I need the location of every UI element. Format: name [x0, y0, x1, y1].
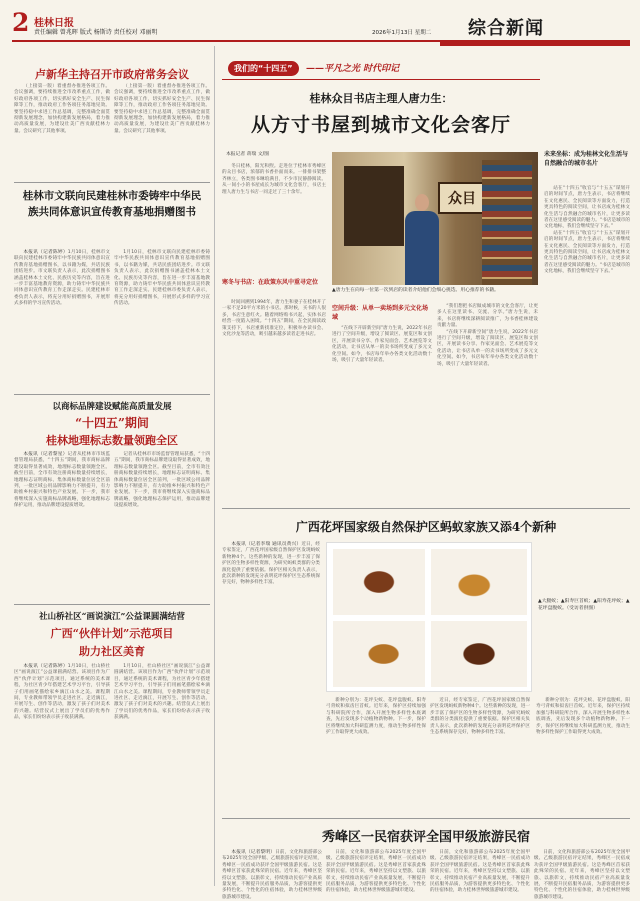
art5-sub2: 空间升级：从单一卖场到多元文化场域 [332, 305, 429, 321]
art5-title: 从方寸书屋到城市文化会客厅 [250, 114, 511, 136]
ant-photo [333, 621, 425, 687]
art5-body2: 时间回溯到1994年，唐力生和妻子在桂林开了一家不足20平方米的小书店。那时候，买书的人很多，书店生意红火。随着网络购书兴起，实体书店经营一度陷入困境。“十四五”期间，在全民阅读政策支持下，书店重新找准定位，积极举办读书会、文化沙龙等活动，吸引越来越多读者走进书店。 [222, 300, 326, 338]
ant-photo [333, 549, 425, 615]
header-rule [12, 40, 454, 42]
photo-caption: ▲唐力生在向每一位第一次到店的读者介绍他们会细心挑选、用心推荐的书籍。 [332, 288, 499, 293]
ant-photo [431, 549, 527, 615]
art4-body-col2: 1月10日，社山桥社区“画说演江”公益课圆满结营。该项目作为广西“伙伴计划”示范项目，通过系统的美术课程，为社区青少年搭建艺术学习平台，引导孩子们用画笔描绘家乡漓江山水之美。课程期间，专业教师带领学员走进社区、走近漓江，开展写生、创作等活动，激发了孩子们对美术的兴趣。结营仪式上展出了学员们的优秀作品，家长们纷纷表示孩子收获满满。 [114, 664, 210, 721]
art5-side-title: 未来坐标：成为桂林文化生活与自然融合的城市名片 [544, 151, 629, 167]
art6-body3: 新种分别为：花坪尖蚁、花坪盘腹蚁、阳寿弓背蚁和拟齿巨首蚁。近年来，保护区持续加强与科研院所合作，深入开展生物多样性本底调查，先后发现多个动植物新物种。下一步，保护区将继续加大科研监测力度，推动生物多样性保护工作取得更大成效。 [536, 698, 630, 736]
art6-body2-col: 近日，经专家鉴定，广西花坪国家级自然保护区发现蚂蚁新物种4个。这些新种的发现，进一步丰富了保护区的生物多样性资源，为研究蚂蚁类群的分类演化提供了重要依据。保护区相关负责人表示，此次新种的发现充分表明花坪保护区生态系统保存完好，物种多样性丰富。 [430, 698, 530, 736]
art5-body3: “在线下开辟新空间”唐力生说，2022年书店进行了空间升级，增设了阅读区、展览区和文创区，开展读书分享、作家见面会、艺术展览等文化活动，让书店从单一的卖书场所变成了多元文化空间。如今，书店每年举办各类文化活动数十场，吸引了大量年轻读者。 [332, 326, 432, 364]
issue-date: 2026年1月13日 星期二 [372, 30, 432, 36]
divider [14, 604, 210, 605]
divider [222, 818, 630, 819]
art3-kicker: 以商标品牌建设赋能高质量发展 [52, 402, 172, 412]
art3-title2: 桂林地理标志数量领跑全区 [46, 434, 178, 447]
art7-body-col2: 日前，文化和旅游部公布2025年度全国甲级、乙级旅游民宿评定结果，秀峰区一民宿成功获评全国甲级旅游民宿。这是秀峰区首家获此殊荣的民宿。近年来，秀峰区坚持以文塑旅、以旅彰文，持续推动民宿产业高质量发展，不断提升民宿服务品质，为游客提供更多特色化、个性化的住宿体验，助力桂林世界级旅游城市建设。 [326, 850, 426, 894]
banner-subtitle: ——平凡之光 时代印记 [306, 64, 400, 74]
divider [222, 508, 630, 509]
art6-body2: 新种分别为：花坪尖蚁、花坪盘腹蚁、阳寿弓背蚁和拟齿巨首蚁。近年来，保护区持续加强与科研院所合作，深入开展生物多样性本底调查，先后发现多个动植物新物种。下一步，保护区将继续加大科研监测力度，推动生物多样性保护工作取得更大成效。 [326, 698, 426, 736]
shop-sign: 众目 [438, 182, 486, 214]
art6-body: 本报讯（记者李瑞 通讯员黄兴）近日，经专家鉴定，广西花坪国家级自然保护区发现蚂蚁新物种4个。这些新种的发现，进一步丰富了保护区的生物多样性资源，为研究蚂蚁类群的分类演化提供了重要依据。保护区相关负责人表示，此次新种的发现充分表明花坪保护区生态系统保存完好，物种多样性丰富。 [222, 542, 320, 586]
art3-title1: “十四五”期间 [75, 416, 149, 430]
art3-body-col2: 记者从桂林市市场监督管理局获悉，“十四五”期间，我市商标品牌建设取得显著成效，地理标志数量领跑全区。截至目前，全市有效注册商标数量持续增长，地理标志证明商标、集体商标数量位居全区前列，一批区域公用品牌影响力不断提升，有力助推乡村振兴和特色产业发展。下一步，我市将继续深入实施商标品牌战略，强化地理标志保护运用，推动品牌建设提质增效。 [114, 452, 210, 509]
art6-title: 广西花坪国家级自然保护区蚂蚁家族又添4个新种 [295, 520, 557, 534]
art4-title3: 助力社区美育 [79, 645, 145, 658]
page-header [12, 10, 632, 38]
art5-sub1: 寒冬与书店：在政策东风中重寻定位 [222, 279, 319, 286]
editor-line: 责任编辑 曾兆晖 版式 杨斯诗 责任校对 邓丽明 [34, 29, 158, 36]
feature-photo [332, 152, 538, 285]
art5-byline: 本报记者 蒋瑞 文/图 [226, 152, 270, 157]
art7-body-col3: 日前，文化和旅游部公布2025年度全国甲级、乙级旅游民宿评定结果，秀峰区一民宿成功获评全国甲级旅游民宿。这是秀峰区首家获此殊荣的民宿。近年来，秀峰区坚持以文塑旅、以旅彰文，持续推动民宿产业高质量发展，不断提升民宿服务品质，为游客提供更多特色化、个性化的住宿体验，助力桂林世界级旅游城市建设。 [430, 850, 530, 894]
newspaper-name: 桂林日报 [34, 18, 74, 29]
art5-subtitle: 桂林众目书店主理人唐力生： [309, 92, 453, 105]
section-title: 综合新闻 [468, 18, 544, 39]
series-banner [222, 58, 540, 80]
art1-title: 卢新华主持召开市政府常务会议 [35, 68, 189, 81]
divider [14, 394, 210, 395]
art5-side-body: 站在“十四五”收官与“十五五”谋划开启的时间节点，唐力生表示，书店将继续在文化惠民、全民阅读等方面发力，打造更具特色的阅读空间，让书店成为桂林文化生活与自然融合的城市名片，让更多读者在这里感受阅读的魅力。“书店是城市的文化地标，我们会继续坚守下去。” 站在“十四五”收官与“十五五”谋划开启的时间节点，唐力生表示，书店将继续在文化惠民、全民阅读等方面发力，打造更具特色的阅读空间，让书店成为桂林文化生活与自然融合的城市名片，让更多读者在这里感受阅读的魅力。“书店是城市的文化地标，我们会继续坚守下去。” [544, 186, 630, 275]
art2-title: 桂林市文联向民建桂林市委铸牢中华民族共同体意识宣传教育基地捐赠图书 [22, 190, 202, 218]
art2-body-col2: 1月10日，桂林市文联向民建桂林市委铸牢中华民族共同体意识宣传教育基地捐赠图书，以书籍为媒，共话民族团结进步。市文联负责人表示，此次捐赠图书涵盖桂林本土文化、民族历史等内容，旨在进一步丰富基地教育资源，助力铸牢中华民族共同体意识宣传教育工作走深走实。民建桂林市委负责人表示，将充分用好捐赠图书，开展形式多样的学习宣传活动。 [114, 250, 210, 307]
ant-photos [326, 542, 532, 692]
art7-title: 秀峰区一民宿获评全国甲级旅游民宿 [321, 830, 530, 845]
art4-title1: 社山桥社区“画说演江”公益课圆满结营 [39, 612, 185, 622]
person-figure [402, 194, 442, 285]
ant-photo-caption: ▲大腿蚁；▲阳寿巨首蚁；▲阳寿花坪蚁；▲花坪盘腹蚁。（受访者供图） [538, 599, 630, 611]
art1-body-col2: （上接第一版）着重督办推进各项工作。会议强调，要持续推进全市改革重点工作，做好政府各项工作，切实抓好安全生产、民生保障等工作，推动政府工作各项任务落地见效。要坚持稳中求进工作总基调，完整准确全面贯彻新发展理念，加快构建新发展格局，着力推动高质量发展，为建设壮美广西贡献桂林力量。会议研究了其他事项。 [114, 84, 210, 134]
header-block [440, 40, 630, 46]
art5-body4: “我们想把书店做成城市的文化会客厅，让更多人在这里读书、交流、分享。”唐力生说，未来，书店将继续深耕阅读推广，为书香桂林建设贡献力量。 “在线下开辟新空间”唐力生说，2022年书店进行了空间升级，增设了阅读区、展览区和文创区，开展读书分享、作家见面会、艺术展览等文化活动，让书店从单一的卖书场所变成了多元文化空间。如今，书店每年举办各类文化活动数十场，吸引了大量年轻读者。 [437, 304, 538, 367]
divider [14, 182, 210, 183]
art7-body-col4: 日前，文化和旅游部公布2025年度全国甲级、乙级旅游民宿评定结果，秀峰区一民宿成功获评全国甲级旅游民宿。这是秀峰区首家获此殊荣的民宿。近年来，秀峰区坚持以文塑旅、以旅彰文，持续推动民宿产业高质量发展，不断提升民宿服务品质，为游客提供更多特色化、个性化的住宿体验，助力桂林世界级旅游城市建设。 [534, 850, 630, 900]
art1-body: （上接第一版）着重督办推进各项工作。会议强调，要持续推进全市改革重点工作，做好政府各项工作，切实抓好安全生产、民生保障等工作，推动政府工作各项任务落地见效。要坚持稳中求进工作总基调，完整准确全面贯彻新发展理念，加快构建新发展格局，着力推动高质量发展，为建设壮美广西贡献桂林力量。会议研究了其他事项。 [14, 84, 110, 134]
art3-body: 本报讯（记者黎星）记者从桂林市市场监督管理局获悉，“十四五”期间，我市商标品牌建设取得显著成效，地理标志数量领跑全区。截至目前，全市有效注册商标数量持续增长，地理标志证明商标、集体商标数量位居全区前列，一批区域公用品牌影响力不断提升，有力助推乡村振兴和特色产业发展。下一步，我市将继续深入实施商标品牌战略，强化地理标志保护运用，推动品牌建设提质增效。 [14, 452, 110, 509]
ant-photo [431, 621, 527, 687]
art4-body: 本报讯（记者陈婷）1月10日，社山桥社区“画说演江”公益课圆满结营。该项目作为广西“伙伴计划”示范项目，通过系统的美术课程，为社区青少年搭建艺术学习平台，引导孩子们用画笔描绘家乡漓江山水之美。课程期间，专业教师带领学员走进社区、走近漓江，开展写生、创作等活动，激发了孩子们对美术的兴趣。结营仪式上展出了学员们的优秀作品，家长们纷纷表示孩子收获满满。 [14, 664, 110, 721]
art7-body: 本报讯（记者黎明）日前，文化和旅游部公布2025年度全国甲级、乙级旅游民宿评定结果，秀峰区一民宿成功获评全国甲级旅游民宿。这是秀峰区首家获此殊荣的民宿。近年来，秀峰区坚持以文塑旅、以旅彰文，持续推动民宿产业高质量发展，不断提升民宿服务品质，为游客提供更多特色化、个性化的住宿体验，助力桂林世界级旅游城市建设。 [222, 850, 322, 900]
column-divider [214, 46, 215, 886]
art4-title2: 广西“伙伴计划”示范项目 [50, 627, 174, 640]
art2-body: 本报讯（记者陈婷）1月10日，桂林市文联向民建桂林市委铸牢中华民族共同体意识宣传教育基地捐赠图书，以书籍为媒，共话民族团结进步。市文联负责人表示，此次捐赠图书涵盖桂林本土文化、民族历史等内容，旨在进一步丰富基地教育资源，助力铸牢中华民族共同体意识宣传教育工作走深走实。民建桂林市委负责人表示，将充分用好捐赠图书，开展形式多样的学习宣传活动。 [14, 250, 110, 307]
page-number: 2 [12, 8, 30, 37]
banner-kicker: 我们的“十四五” [228, 61, 299, 76]
art5-body: 冬日桂林，阳光和煦。走进位于桂林市秀峰区的众目书店，浓郁的书香扑面而来。一排排书架整齐林立，各类图书琳琅满目，不少市民静静阅读。从一间小小的书屋成长为城市文化会客厅，书店主理人唐力生与书店一同走过了三十余年。 [222, 164, 326, 195]
